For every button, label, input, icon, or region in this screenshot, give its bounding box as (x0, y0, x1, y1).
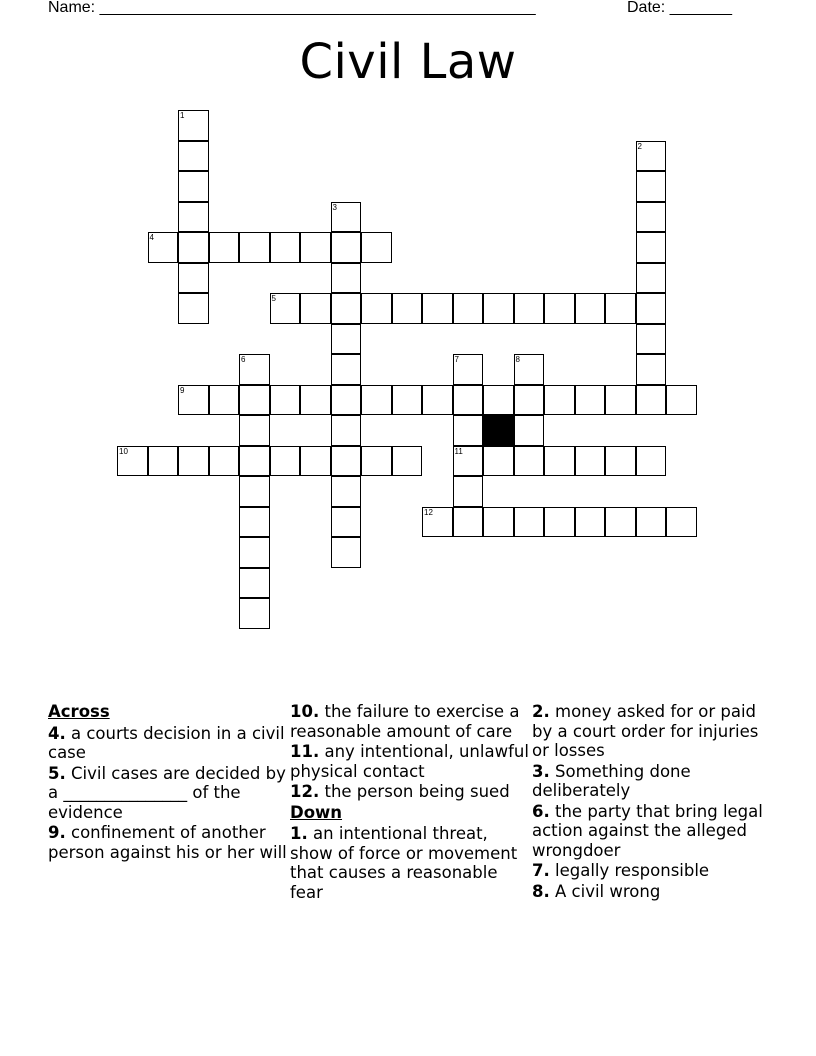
date-field[interactable]: Date: _______ (627, 0, 732, 16)
grid-cell[interactable] (514, 385, 545, 416)
grid-cell[interactable] (636, 141, 667, 172)
grid-cell[interactable] (605, 446, 636, 477)
grid-cell[interactable] (239, 598, 270, 629)
grid-cell[interactable] (636, 385, 667, 416)
grid-cell[interactable] (361, 385, 392, 416)
grid-cell[interactable] (514, 507, 545, 538)
clue-column-3 (532, 702, 772, 902)
grid-cell[interactable] (209, 446, 240, 477)
grid-cell[interactable] (331, 232, 362, 263)
grid-cell[interactable] (575, 507, 606, 538)
grid-cell[interactable] (331, 385, 362, 416)
clue-across-11: 11. any intentional, unlawful physical contact (290, 742, 529, 781)
grid-cell[interactable] (239, 476, 270, 507)
grid-cell[interactable] (453, 476, 484, 507)
grid-cell[interactable] (331, 354, 362, 385)
grid-cell[interactable] (666, 507, 697, 538)
clue-number: 2 (637, 141, 642, 151)
grid-cell[interactable] (636, 202, 667, 233)
grid-cell[interactable] (300, 446, 331, 477)
clue-number: 7 (454, 355, 459, 364)
clue-down-8: 8. A civil wrong (532, 881, 661, 901)
grid-cell[interactable] (148, 446, 179, 477)
grid-cell[interactable] (636, 171, 667, 202)
grid-cell[interactable] (605, 385, 636, 416)
clue-number: 8 (515, 355, 520, 364)
grid-cell[interactable] (117, 446, 148, 477)
grid-cell[interactable] (453, 415, 484, 446)
grid-cell[interactable] (544, 385, 575, 416)
grid-cell[interactable] (666, 385, 697, 416)
grid-cell[interactable] (209, 385, 240, 416)
grid-cell[interactable] (300, 232, 331, 263)
grid-cell[interactable] (483, 293, 514, 324)
grid-cell[interactable] (270, 293, 301, 324)
grid-cell[interactable] (331, 537, 362, 568)
grid-cell[interactable] (178, 110, 209, 141)
grid-cell[interactable] (483, 385, 514, 416)
grid-cell[interactable] (575, 446, 606, 477)
grid-cell[interactable] (239, 537, 270, 568)
grid-cell[interactable] (636, 232, 667, 263)
grid-cell[interactable] (331, 324, 362, 355)
clue-across-12: 12. the person being sued (290, 782, 510, 801)
grid-cell[interactable] (178, 141, 209, 172)
grid-cell[interactable] (239, 232, 270, 263)
grid-cell[interactable] (453, 446, 484, 477)
grid-cell[interactable] (514, 293, 545, 324)
grid-cell[interactable] (636, 354, 667, 385)
grid-cell[interactable] (453, 354, 484, 385)
grid-cell[interactable] (178, 385, 209, 416)
grid-cell[interactable] (239, 415, 270, 446)
clue-down-7: 7. legally responsible (532, 861, 710, 880)
clue-number: 6 (241, 355, 246, 364)
grid-cell[interactable] (331, 293, 362, 324)
grid-cell[interactable] (239, 446, 270, 477)
grid-cell[interactable] (575, 385, 606, 416)
grid-cell[interactable] (270, 232, 301, 263)
grid-cell[interactable] (422, 293, 453, 324)
grid-cell[interactable] (331, 507, 362, 538)
grid-cell[interactable] (270, 446, 301, 477)
clue-number: 12 (424, 507, 433, 517)
grid-cell[interactable] (636, 263, 667, 294)
clue-number: 9 (180, 385, 185, 395)
grid-cell[interactable] (148, 232, 179, 263)
grid-cell[interactable] (605, 507, 636, 538)
grid-cell[interactable] (300, 293, 331, 324)
grid-cell[interactable] (331, 263, 362, 294)
grid-cell[interactable] (178, 202, 209, 233)
grid-cell[interactable] (178, 293, 209, 324)
grid-cell[interactable] (483, 507, 514, 538)
grid-cell[interactable] (300, 385, 331, 416)
grid-cell[interactable] (422, 385, 453, 416)
clue-across-5: 5. Civil cases are decided by a _______________ of the evidence (48, 763, 286, 822)
grid-cell[interactable] (575, 293, 606, 324)
grid-cell[interactable] (636, 324, 667, 355)
clue-down-3: 3. Something done deliberately (532, 761, 691, 800)
clue-number: 3 (332, 202, 337, 212)
name-field[interactable]: Name: _________________________________________________ (48, 0, 536, 16)
grid-cell[interactable] (239, 507, 270, 538)
clue-number: 5 (271, 294, 276, 303)
grid-cell[interactable] (331, 446, 362, 477)
clue-down-2: 2. money asked for or paid by a court order for injuries or losses (532, 702, 759, 760)
grid-cell[interactable] (331, 415, 362, 446)
grid-cell[interactable] (178, 446, 209, 477)
down-heading: Down (290, 802, 343, 822)
grid-cell[interactable] (544, 446, 575, 477)
clue-number: 4 (149, 233, 154, 242)
grid-cell[interactable] (483, 446, 514, 477)
grid-cell[interactable] (392, 293, 423, 324)
clue-across-9: 9. confinement of another person against his or her will (48, 823, 287, 862)
grid-cell[interactable] (636, 293, 667, 324)
grid-cell[interactable] (361, 446, 392, 477)
grid-cell[interactable] (514, 446, 545, 477)
grid-black-cell (483, 415, 514, 446)
grid-cell[interactable] (453, 507, 484, 538)
page-title: Civil Law (299, 34, 517, 90)
clue-number: 10 (119, 446, 128, 456)
grid-cell[interactable] (544, 507, 575, 538)
grid-cell[interactable] (209, 232, 240, 263)
grid-cell[interactable] (178, 171, 209, 202)
grid-cell[interactable] (514, 354, 545, 385)
grid-cell[interactable] (331, 476, 362, 507)
grid-cell[interactable] (453, 293, 484, 324)
clue-across-4: 4. a courts decision in a civil case (48, 723, 285, 762)
clue-down-6: 6. the party that bring legal action against the alleged wrongdoer (532, 801, 763, 860)
grid-cell[interactable] (331, 202, 362, 233)
grid-cell[interactable] (605, 293, 636, 324)
grid-cell[interactable] (392, 385, 423, 416)
grid-cell[interactable] (178, 263, 209, 294)
grid-cell[interactable] (270, 385, 301, 416)
grid-cell[interactable] (422, 507, 453, 538)
clue-column-1 (48, 702, 288, 863)
grid-cell[interactable] (453, 385, 484, 416)
grid-cell[interactable] (544, 293, 575, 324)
grid-cell[interactable] (392, 446, 423, 477)
grid-cell[interactable] (361, 293, 392, 324)
clue-number: 1 (180, 111, 185, 120)
grid-cell[interactable] (361, 232, 392, 263)
grid-cell[interactable] (514, 415, 545, 446)
grid-cell[interactable] (239, 354, 270, 385)
across-heading: Across (48, 702, 110, 721)
grid-cell[interactable] (636, 446, 667, 477)
grid-cell[interactable] (239, 385, 270, 416)
grid-cell[interactable] (636, 507, 667, 538)
grid-cell[interactable] (239, 568, 270, 599)
grid-cell[interactable] (178, 232, 209, 263)
clue-number: 11 (454, 446, 463, 456)
clue-across-10: 10. the failure to exercise a reasonable amount of care (290, 702, 520, 741)
clue-column-2 (290, 702, 530, 903)
clue-down-1: 1. an intentional threat, show of force or movement that causes a reasonable fear (290, 824, 518, 902)
